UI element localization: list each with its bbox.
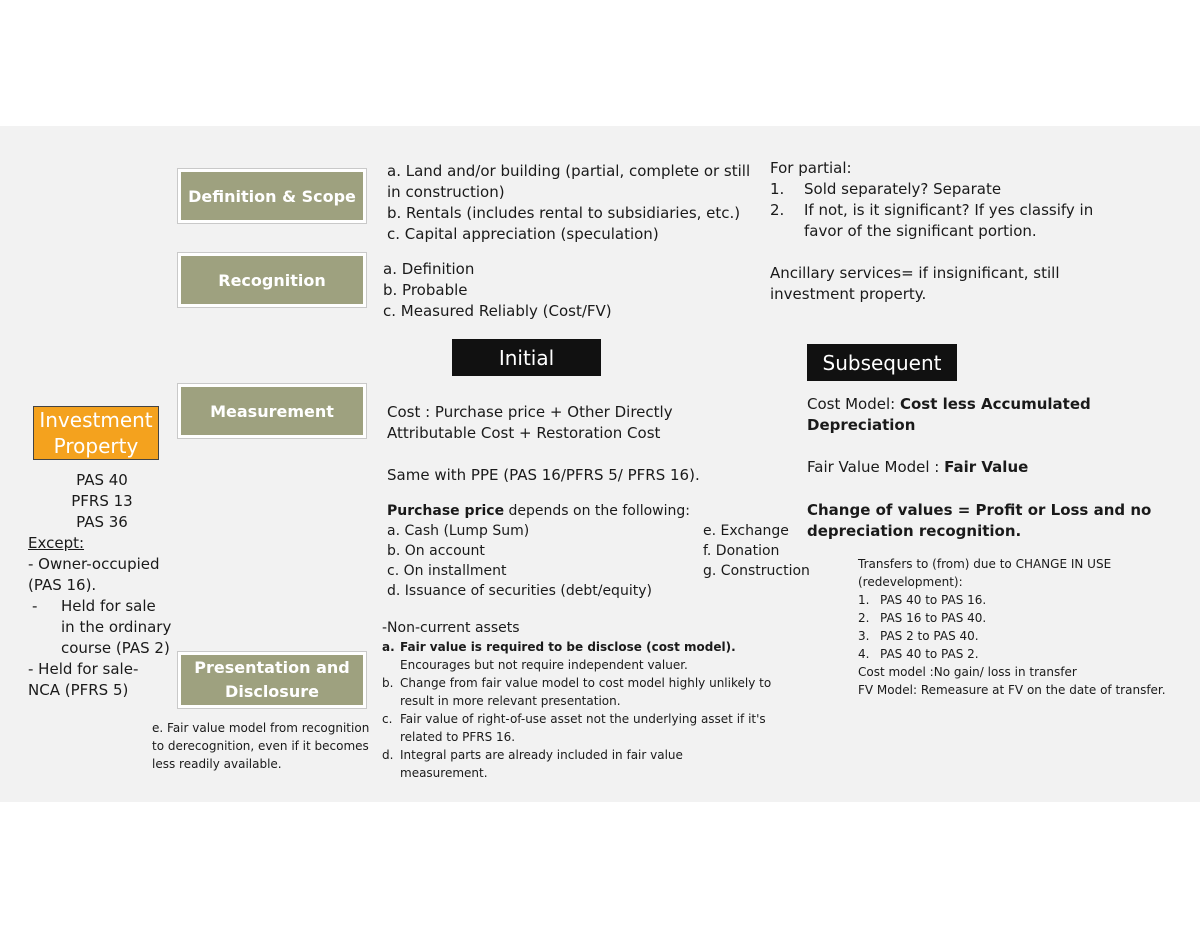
subsequent-cost-model [807,394,1137,436]
initial-cost: Cost : Purchase price + Other Directly Attributable Cost + Restoration Cost [387,403,673,442]
disclosure-item [382,674,772,710]
recognition-box [181,256,363,304]
partial-item [770,179,1130,200]
recognition-label: Recognition [218,270,326,290]
transfers-heading: Transfers to (from) due to CHANGE IN USE (redevelopment): [858,557,1112,589]
purchase-price-rest: depends on the following: [504,503,691,519]
purchase-item: a. Cash (Lump Sum) [387,523,530,539]
initial-same-ppe: Same with PPE (PAS 16/PFRS 5/ PFRS 16). [387,466,700,484]
disclosure-heading: -Non-current assets [382,620,520,636]
standard-item: PAS 36 [76,513,128,531]
cost-model-value: Cost less Accumulated Depreciation [807,395,1091,434]
definition-text [387,161,757,245]
definition-item-a: a. Land and/or building (partial, complete or still in construction) [387,162,751,201]
disclosure-item [382,638,772,674]
transfer-item [858,627,1178,645]
partial-item-text: Sold separately? Separate [804,180,1002,198]
except-item: - Held for sale- NCA (PFRS 5) [28,660,139,699]
disclosure-text: Fair value of right-of-use asset not the underlying asset if it's related to PFRS 16. [400,712,766,744]
partial-heading: For partial: [770,159,852,177]
subsequent-header-label: Subsequent [822,350,942,375]
definition-item-b: b. Rentals (includes rental to subsidiaries, etc.) [387,204,741,222]
transfer-num: 4. [858,647,870,661]
disclosure-num: b. [382,676,394,690]
disclosure-block [382,618,772,782]
transfer-text: PAS 16 to PAS 40. [880,611,987,625]
disclosure-num: c. [382,712,393,726]
disclosure-text: Fair value is required to be disclose (cost model). [400,640,736,654]
purchase-price-left-list [387,521,687,601]
transfer-item [858,645,1178,663]
except-label: Except: [28,534,85,552]
presentation-disclosure-label: Presentation and Disclosure [194,658,350,701]
definition-scope-label: Definition & Scope [188,186,356,206]
purchase-item: c. On installment [387,563,507,579]
transfer-num: 3. [858,629,870,643]
partial-item-num: 1. [770,180,785,198]
purchase-item: f. Donation [703,543,780,559]
purchase-item: e. Exchange [703,523,789,539]
except-item: - Owner-occupied (PAS 16). [28,555,160,594]
except-item-text: Held for sale in the ordinary course (PAS 2) [61,597,172,657]
recognition-item-b: b. Probable [383,281,468,299]
transfer-item [858,591,1178,609]
except-list [28,533,174,701]
recognition-item-a: a. Definition [383,260,475,278]
purchase-price-right-list [703,521,813,581]
transfer-text: PAS 40 to PAS 16. [880,593,987,607]
disclosure-num: d. [382,748,394,762]
fv-model-label: Fair Value Model : [807,458,945,476]
subsequent-fv-model [807,457,1137,478]
disclosure-text: Change from fair value model to cost model highly unlikely to result in more relevant presentation. [400,676,772,708]
initial-header-label: Initial [498,345,555,370]
ancillary-note: Ancillary services= if insignificant, still investment property. [770,264,1060,303]
definition-item-c: c. Capital appreciation (speculation) [387,225,659,243]
purchase-price-line [387,501,707,521]
measurement-label: Measurement [210,401,334,421]
recognition-item-c: c. Measured Reliably (Cost/FV) [383,302,612,320]
transfer-num: 2. [858,611,870,625]
transfer-item [858,609,1178,627]
presentation-disclosure-box [181,655,363,705]
definition-scope-box [181,172,363,220]
disclosure-num: a. [382,640,395,654]
cost-model-label: Cost Model: [807,395,900,413]
fv-model-value: Fair Value [944,458,1029,476]
disclosure-subtext: Encourages but not require independent valuer. [400,658,688,672]
transfers-block [858,555,1178,699]
transfer-cost-model: Cost model :No gain/ loss in transfer [858,665,1077,679]
partial-item-text: If not, is it significant? If yes classify in favor of the significant portion. [804,201,1094,240]
transfer-fv-model: FV Model: Remeasure at FV on the date of transfer. [858,683,1166,697]
disclosure-item [382,746,772,782]
standard-item: PFRS 13 [71,492,133,510]
investment-property-box [33,406,159,460]
standards-list [40,470,164,533]
subsequent-header [807,344,957,381]
standard-item: PAS 40 [76,471,128,489]
initial-header [452,339,601,376]
except-dash: - [32,597,38,615]
purchase-item: g. Construction [703,563,810,579]
measurement-box [181,387,363,435]
transfer-text: PAS 40 to PAS 2. [880,647,979,661]
purchase-item: d. Issuance of securities (debt/equity) [387,583,652,599]
disclosure-item [382,710,772,746]
recognition-text [383,259,723,322]
purchase-price-label: Purchase price [387,503,505,519]
partial-note [770,158,1130,305]
partial-item-num: 2. [770,201,785,219]
transfer-text: PAS 2 to PAS 40. [880,629,979,643]
investment-property-title: Investment Property [39,408,153,458]
disclosure-text: Integral parts are already included in fair value measurement. [400,748,683,780]
partial-item [770,200,1130,242]
except-item [28,596,174,659]
presentation-note: e. Fair value model from recognition to derecognition, even if it becomes less readily available. [152,721,370,771]
change-of-values: Change of values = Profit or Loss and no depreciation recognition. [807,501,1152,540]
purchase-item: b. On account [387,543,485,559]
transfer-num: 1. [858,593,870,607]
